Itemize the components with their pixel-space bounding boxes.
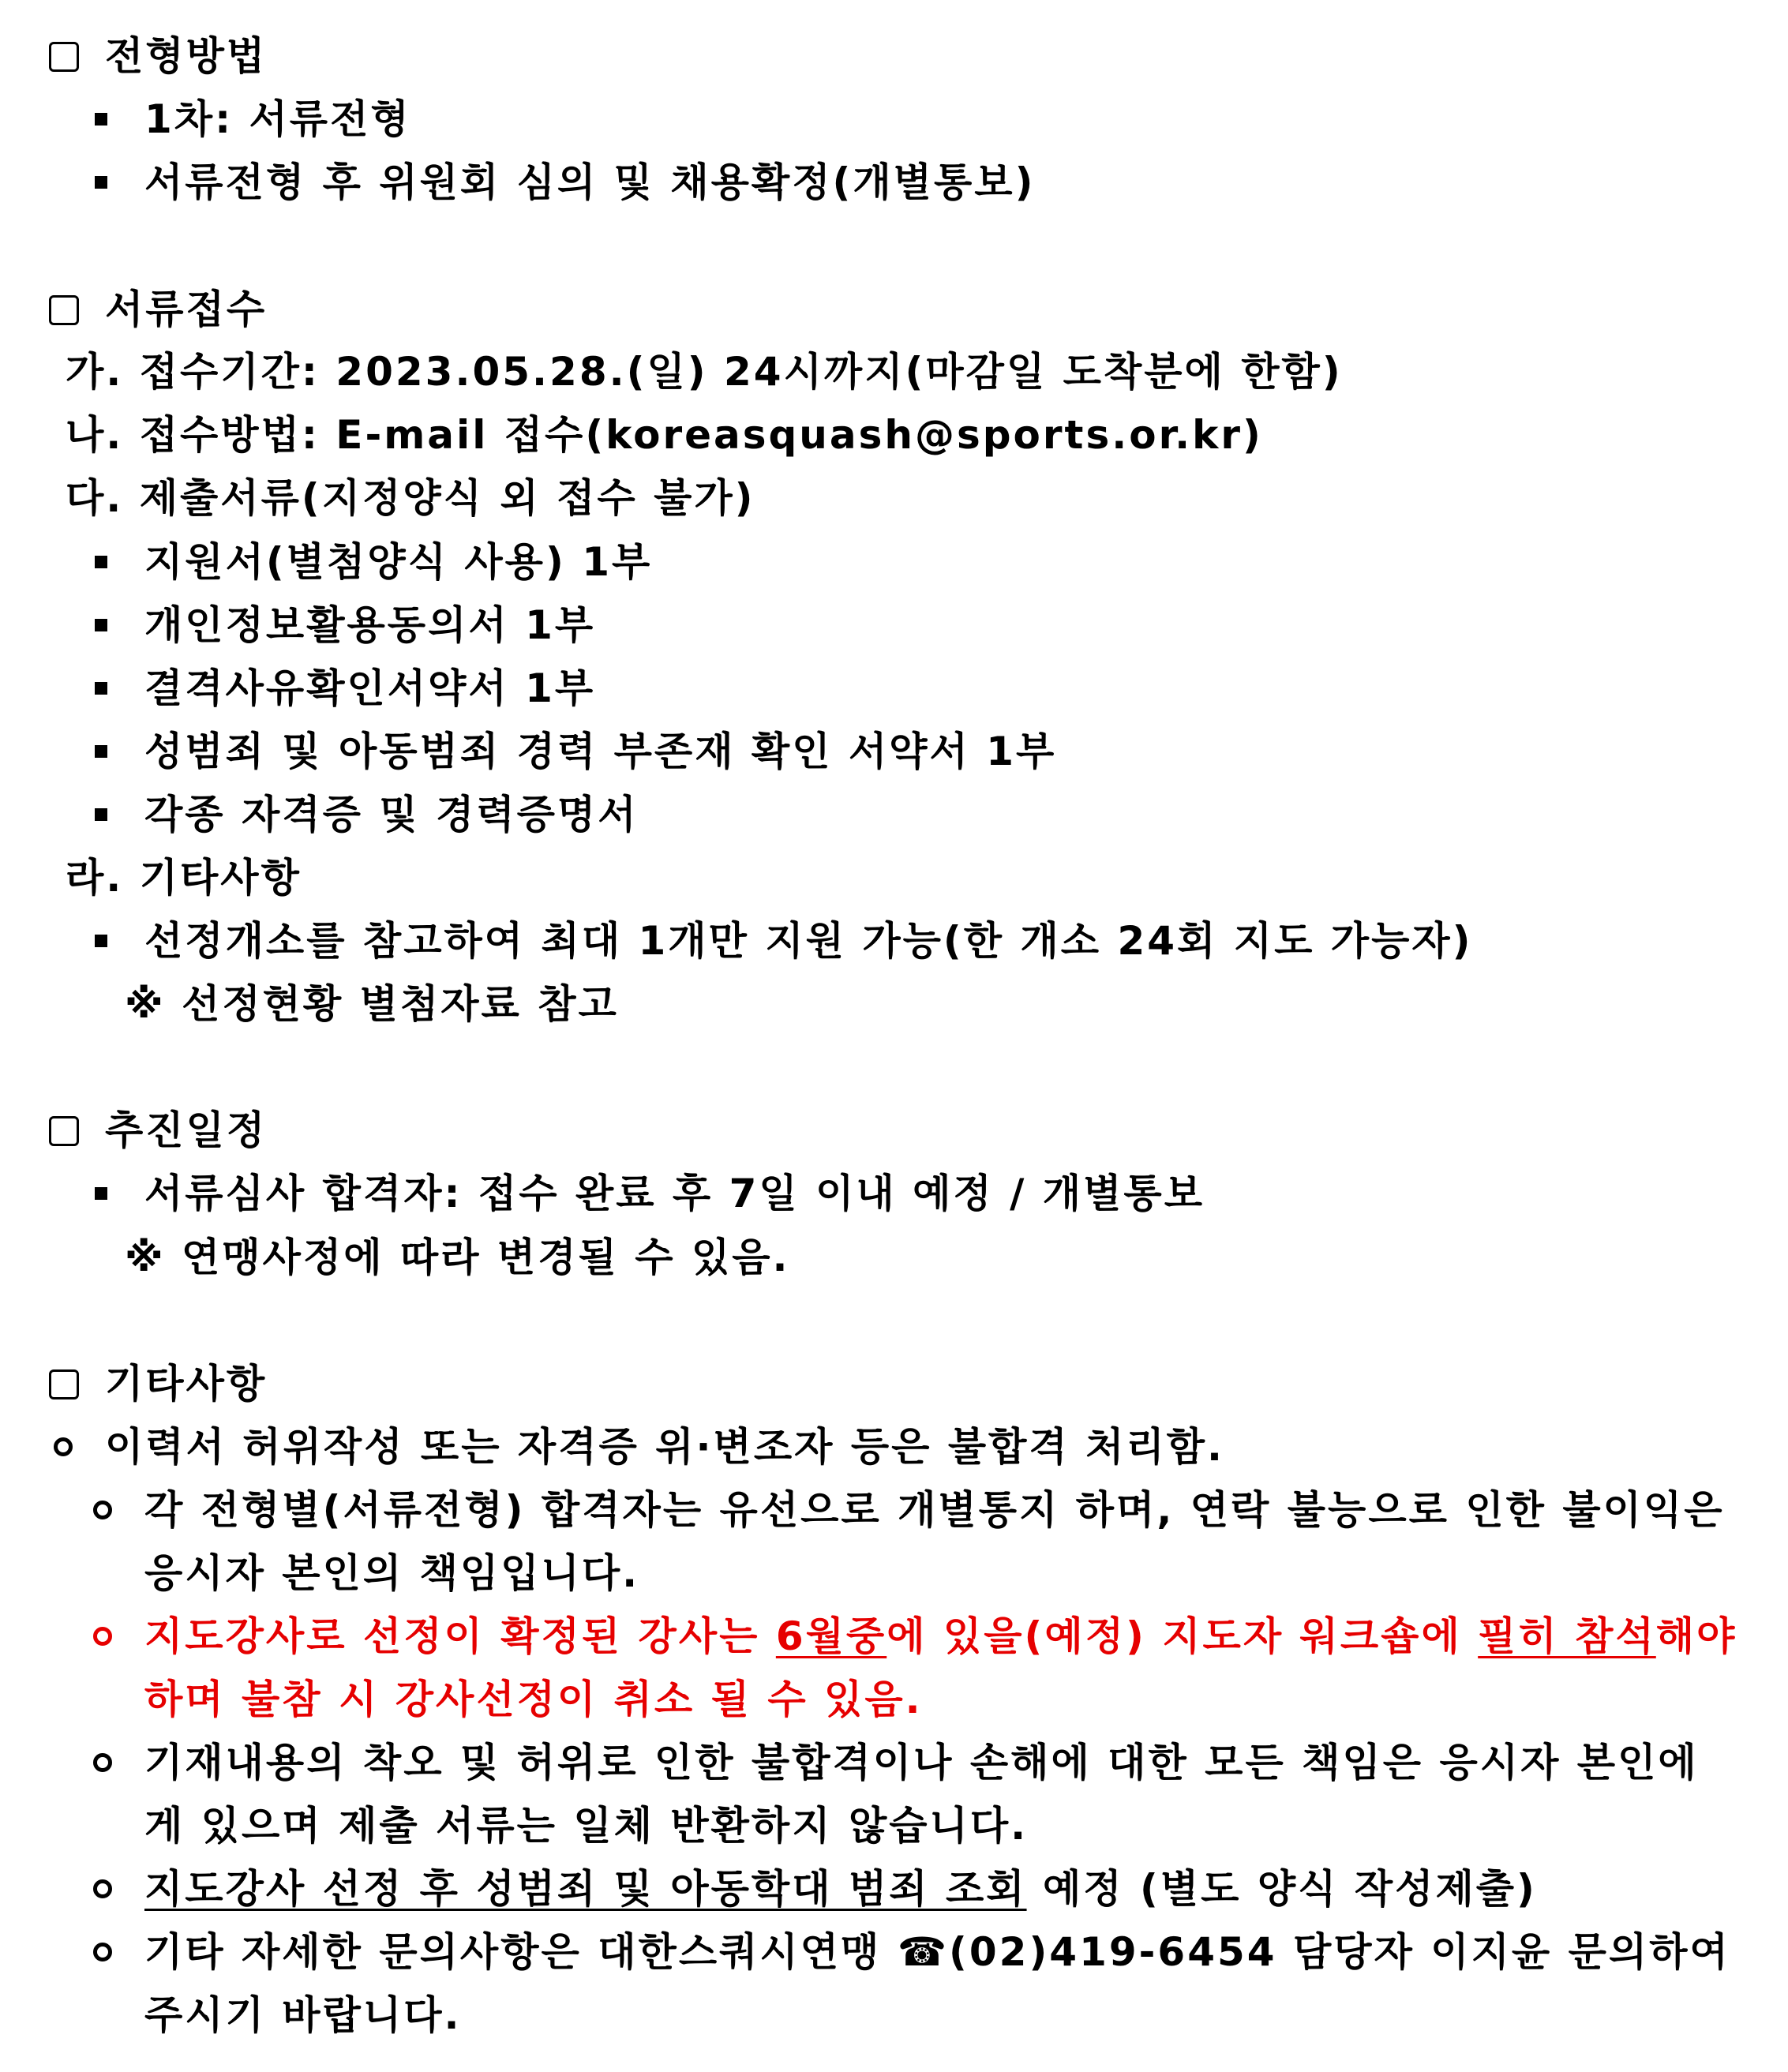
circle-bullet-icon [93, 1753, 112, 1772]
square-bullet-icon [95, 935, 107, 947]
circle-bullet-icon [93, 1501, 112, 1519]
circle-bullet-icon [54, 1437, 73, 1456]
circle-bullet-icon [93, 1627, 112, 1646]
checkbox-icon [49, 42, 79, 72]
square-bullet-icon [95, 113, 107, 126]
square-bullet-icon [95, 176, 107, 189]
square-bullet-icon [95, 682, 107, 695]
circle-bullet-icon [93, 1943, 112, 1961]
circle-bullet-icon [93, 1879, 112, 1898]
checkbox-icon [49, 295, 79, 325]
square-bullet-icon [95, 1187, 107, 1200]
square-bullet-icon [95, 556, 107, 568]
square-bullet-icon [95, 619, 107, 631]
square-bullet-icon [95, 745, 107, 758]
checkbox-icon [49, 1369, 79, 1399]
checkbox-icon [49, 1116, 79, 1146]
square-bullet-icon [95, 808, 107, 821]
